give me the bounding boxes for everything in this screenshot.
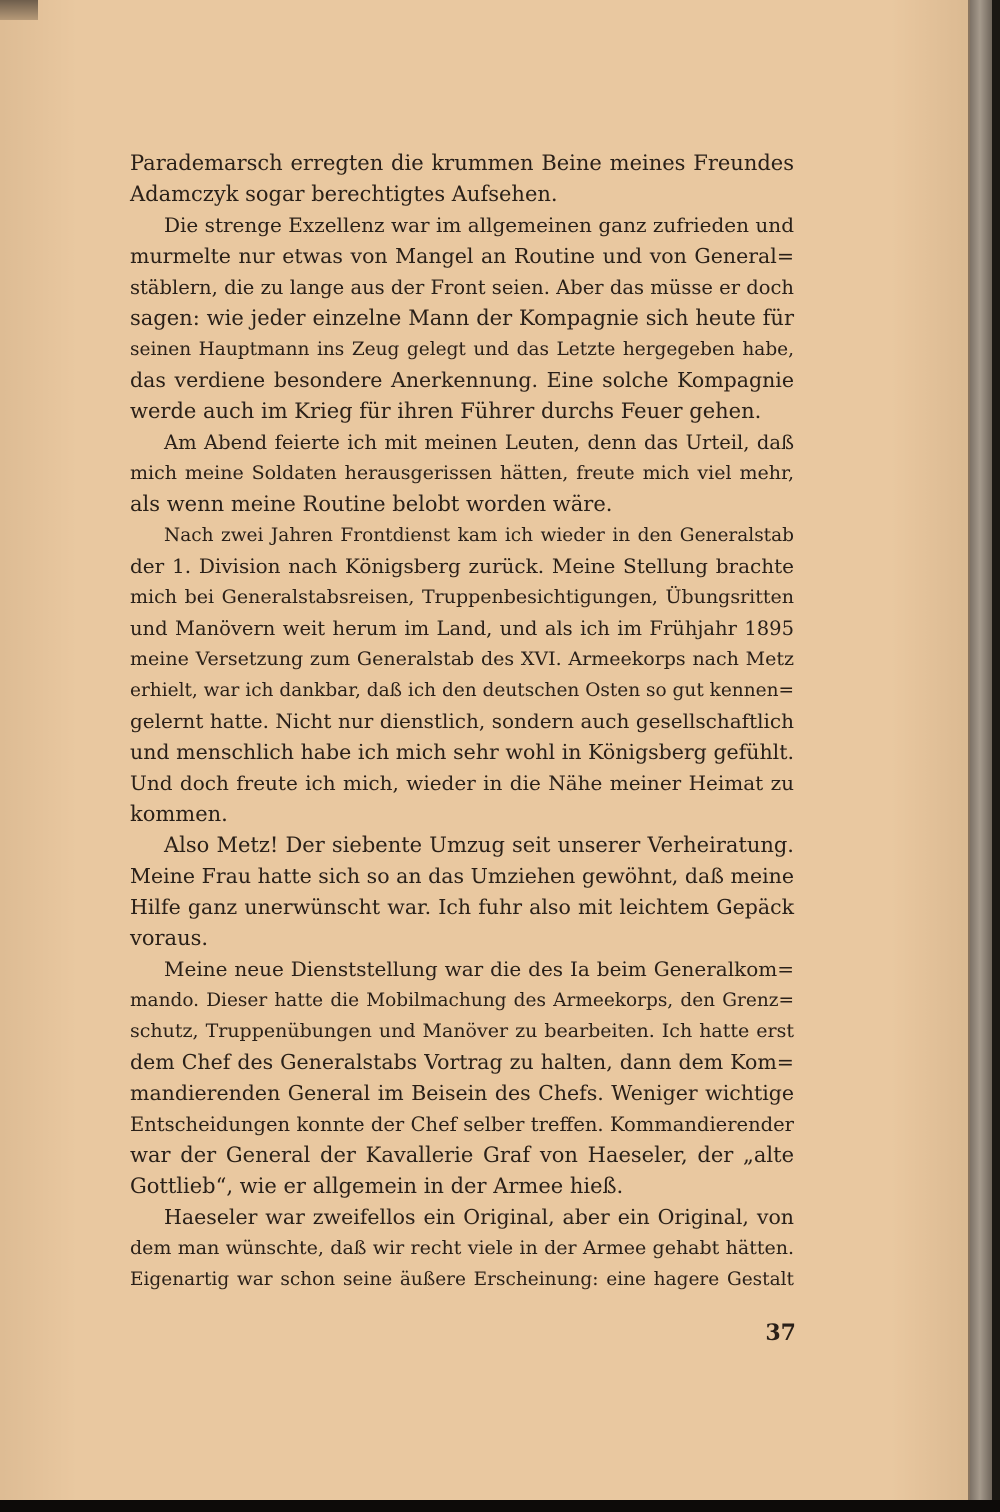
text-line: erhielt, war ich dankbar, daß ich den deutschen Osten so gut kennen=: [130, 680, 794, 701]
text-line: kommen.: [130, 802, 228, 826]
text-line: Parademarsch erregten die krummen Beine meines Freundes: [130, 151, 794, 175]
text-line: Entscheidungen konnte der Chef selber treffen. Kommandierender: [130, 1113, 794, 1136]
text-line: murmelte nur etwas von Mangel an Routine und von General=: [130, 244, 794, 268]
text-line: und menschlich habe ich mich sehr wohl in Königsberg gefühlt.: [130, 740, 794, 764]
text-line: sagen: wie jeder einzelne Mann der Kompagnie sich heute für: [130, 306, 794, 330]
text-line: schutz, Truppenübungen und Manöver zu bearbeiten. Ich hatte erst: [130, 1020, 794, 1042]
text-line: Und doch freute ich mich, wieder in die Nähe meiner Heimat zu: [130, 771, 794, 795]
text-line: mando. Dieser hatte die Mobilmachung des Armeekorps, den Grenz=: [130, 990, 794, 1011]
text-line: Am Abend feierte ich mit meinen Leuten, denn das Urteil, daß: [164, 431, 794, 454]
text-line: dem man wünschte, daß wir recht viele in der Armee gehabt hätten.: [130, 1237, 794, 1259]
text-line: stäblern, die zu lange aus der Front seien. Aber das müsse er doch: [130, 276, 794, 299]
text-line: der 1. Division nach Königsberg zurück. Meine Stellung brachte: [130, 554, 794, 578]
text-line: das verdiene besondere Anerkennung. Eine solche Kompagnie: [130, 368, 794, 392]
text-line: Hilfe ganz unerwünscht war. Ich fuhr also mit leichtem Gepäck: [130, 895, 794, 919]
page-number: 37: [765, 1320, 796, 1346]
text-line: voraus.: [130, 926, 209, 950]
text-line: Gottlieb“, wie er allgemein in der Armee hieß.: [130, 1174, 624, 1198]
text-line: Meine neue Dienststellung war die des Ia beim Generalkom=: [164, 957, 794, 981]
text-line: Nach zwei Jahren Frontdienst kam ich wieder in den Generalstab: [164, 525, 794, 546]
text-line: als wenn meine Routine belobt worden wäre.: [130, 492, 613, 516]
text-line: Haeseler war zweifellos ein Original, aber ein Original, von: [164, 1205, 794, 1229]
text-line: Eigenartig war schon seine äußere Erscheinung: eine hagere Gestalt: [130, 1269, 794, 1290]
text-line: Adamczyk sogar berechtigtes Aufsehen.: [130, 182, 558, 206]
text-line: mich meine Soldaten herausgerissen hätten, freute mich viel mehr,: [130, 462, 794, 484]
text-line: und Manövern weit herum im Land, und als ich im Frühjahr 1895: [130, 617, 794, 640]
text-line: Die strenge Exzellenz war im allgemeinen ganz zufrieden und: [164, 213, 794, 237]
text-line: mandierenden General im Beisein des Chefs. Weniger wichtige: [130, 1081, 794, 1105]
page-edge-stack: [970, 0, 992, 1502]
text-line: war der General der Kavallerie Graf von Haeseler, der „alte: [130, 1143, 794, 1167]
text-line: dem Chef des Generalstabs Vortrag zu halten, dann dem Kom=: [130, 1050, 794, 1074]
text-line: mich bei Generalstabsreisen, Truppenbesichtigungen, Übungsritten: [130, 586, 794, 608]
text-line: gelernt hatte. Nicht nur dienstlich, sondern auch gesellschaftlich: [130, 709, 794, 733]
text-line: seinen Hauptmann ins Zeug gelegt und das Letzte hergegeben habe,: [130, 339, 794, 360]
text-line: Also Metz! Der siebente Umzug seit unserer Verheiratung.: [164, 833, 794, 857]
text-line: werde auch im Krieg für ihren Führer durchs Feuer gehen.: [130, 399, 762, 423]
page-corner-tab: [0, 0, 38, 20]
text-line: meine Versetzung zum Generalstab des XVI. Armeekorps nach Metz: [130, 648, 794, 670]
page-bottom-shadow: [0, 1500, 1000, 1512]
body-text: [130, 148, 794, 1295]
text-line: Meine Frau hatte sich so an das Umziehen gewöhnt, daß meine: [130, 864, 794, 888]
